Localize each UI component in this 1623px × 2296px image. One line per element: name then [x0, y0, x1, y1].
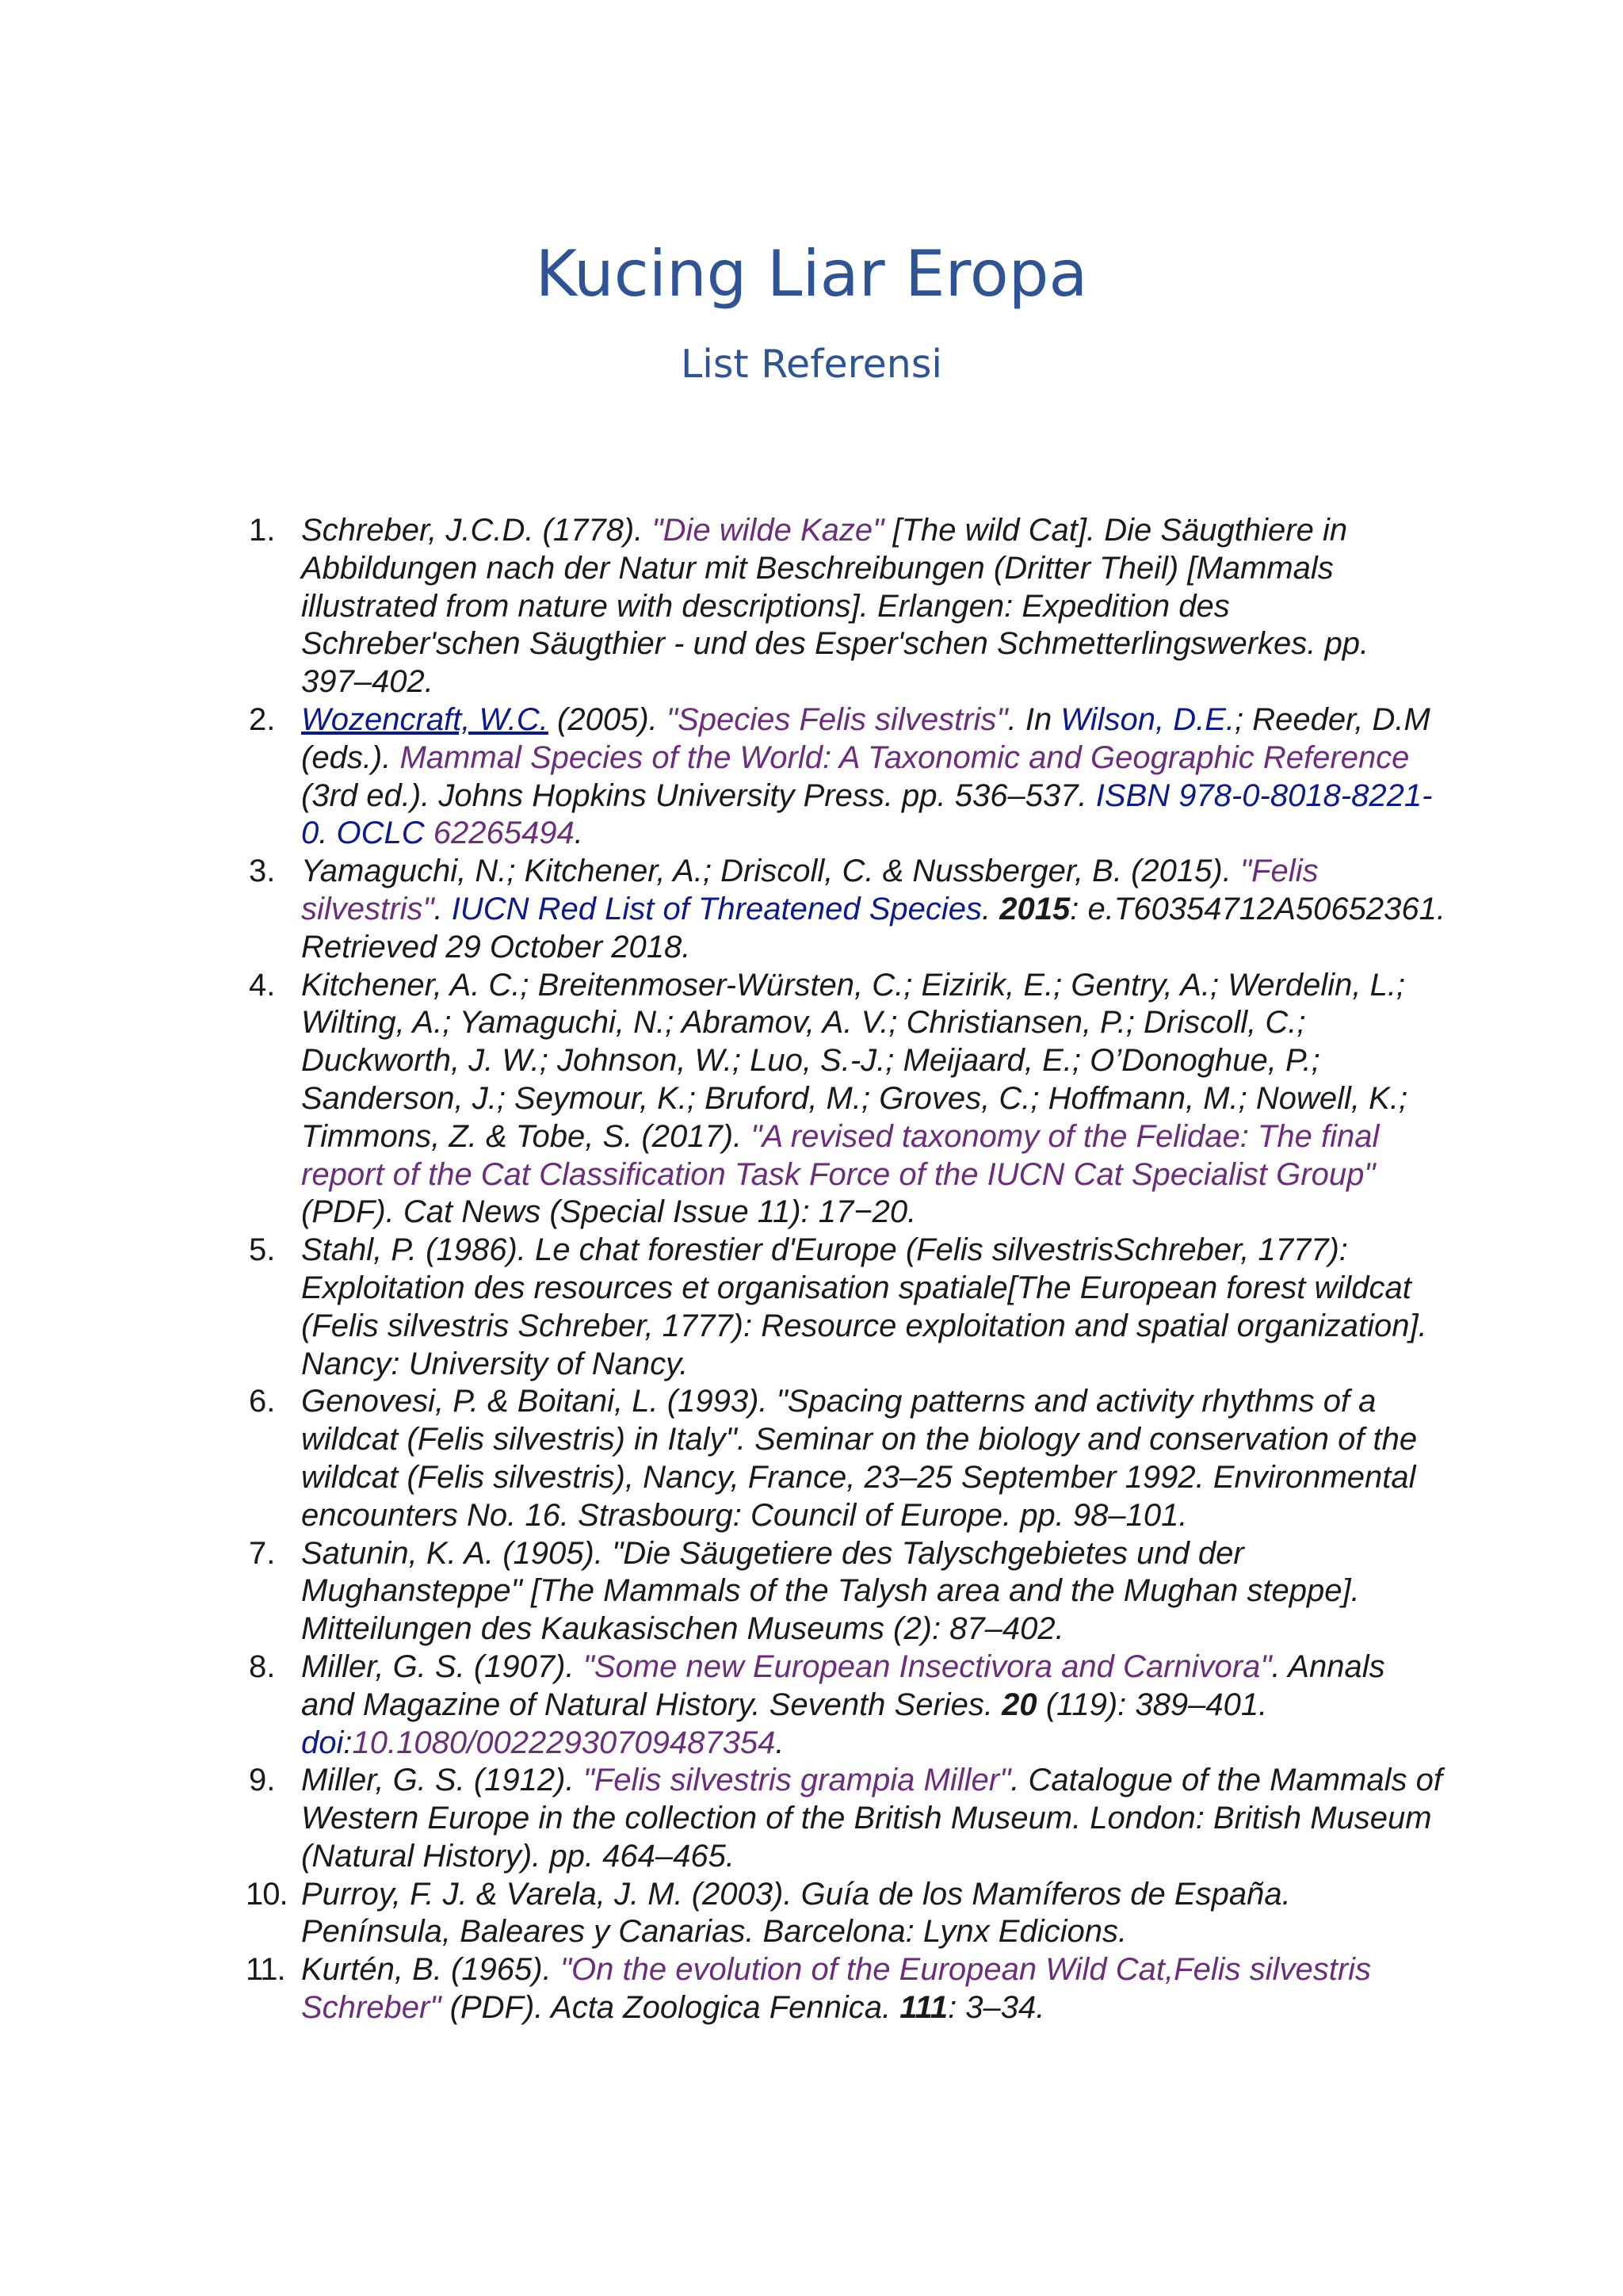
- reference-text: (119): 389–401.: [1037, 1687, 1268, 1722]
- reference-text: Yamaguchi, N.; Kitchener, A.; Driscoll, C. & Nussberger, B. (2015).: [301, 854, 1240, 889]
- reference-text: Miller, G. S. (1912).: [301, 1763, 583, 1798]
- reference-title-link[interactable]: "Die wilde Kaze": [651, 513, 884, 548]
- reference-text: Miller, G. S. (1907).: [301, 1648, 583, 1684]
- reference-text: :: [343, 1725, 353, 1760]
- reference-text: Genovesi, P. & Boitani, L. (1993). "Spacing patterns and activity rhythms of a wildcat (Felis silvestris) in Italy". Seminar on the biology and conservation of the wildcat (Felis silvestris), Nancy, France, 23–25 September 1992. Environmental encounters No. 16. Strasbourg: Council of Europe. pp. 98–101.: [301, 1384, 1418, 1533]
- reference-item-1: [249, 512, 1445, 701]
- reference-number: 3.: [249, 854, 276, 889]
- reference-text: (PDF). Cat News (Special Issue 11): 17−20.: [301, 1194, 917, 1230]
- reference-number: 6.: [249, 1384, 276, 1419]
- reference-title-link[interactable]: "Felis silvestris grampia Miller": [582, 1763, 1011, 1798]
- reference-text: . In: [1007, 701, 1061, 737]
- reference-number: 5.: [249, 1232, 276, 1268]
- volume-number: 20: [1002, 1687, 1037, 1722]
- reference-title-link[interactable]: "On the evolution of the European Wild Cat,Felis silvestris Schreber": [301, 1952, 1372, 2026]
- doi-link[interactable]: doi: [301, 1725, 344, 1760]
- reference-text: . Catalogue of the Mammals of Western Europe in the collection of the British Museum. London: British Museum (Natural History). pp. 464–465.: [301, 1763, 1442, 1874]
- reference-text: (3rd ed.). Johns Hopkins University Press. pp. 536–537.: [301, 777, 1096, 813]
- reference-item-3: [249, 853, 1445, 966]
- reference-text: Schreber, J.C.D. (1778).: [301, 513, 652, 548]
- volume-number: 111: [899, 1990, 949, 2026]
- reference-number: 11.: [246, 1952, 285, 1988]
- reference-text: [425, 816, 433, 850]
- editor-link[interactable]: Wilson, D.E.: [1060, 701, 1235, 737]
- reference-item-4: [249, 967, 1445, 1232]
- reference-text: Kitchener, A. C.; Breitenmoser-Würsten, C.; Eizirik, E.; Gentry, A.; Werdelin, L.; Wilting, A.; Yamaguchi, N.; Abramov, A. V.; Christiansen, P.; Driscoll, C.; Duckworth, J. W.; Johnson, W.; Luo, S.-J.; Meijaard, E.; O’Donoghue, P.; Sanderson, J.; Seymour, K.; Bruford, M.; Groves, C.; Hoffmann, M.; Nowell, K.; Timmons, Z. & Tobe, S. (2017).: [301, 967, 1408, 1154]
- reference-text: .: [433, 891, 452, 926]
- reference-text: : 3–34.: [948, 1990, 1045, 2026]
- reference-text: Purroy, F. J. & Varela, J. M. (2003). Guía de los Mamíferos de España. Península, Baleares y Canarias. Barcelona: Lynx Edicions.: [301, 1876, 1291, 1950]
- reference-number: 7.: [249, 1535, 276, 1571]
- oclc-link[interactable]: OCLC: [336, 816, 425, 851]
- reference-item-2: [249, 701, 1445, 853]
- reference-text: .: [775, 1725, 785, 1760]
- reference-text: .: [319, 816, 337, 851]
- reference-item-8: [249, 1648, 1445, 1762]
- doi-number-link[interactable]: 10.1080/00222930709487354: [352, 1725, 776, 1760]
- reference-text: .: [574, 816, 583, 851]
- reference-text: ; Reeder, D.M (eds.).: [301, 701, 1430, 775]
- reference-text: Satunin, K. A. (1905). "Die Säugetiere des Talyschgebietes und der Mughansteppe" [The Mammals of the Talysh area and the Mughan steppe]. Mitteilungen des Kaukasischen Museums (2): 87–402.: [301, 1535, 1360, 1647]
- iucn-link[interactable]: IUCN Red List of Threatened Species: [451, 891, 982, 926]
- reference-list: [246, 512, 1445, 2027]
- reference-number: 2.: [249, 701, 276, 737]
- page-subtitle: List Referensi: [680, 342, 943, 387]
- reference-number: 4.: [249, 967, 276, 1003]
- isbn-link[interactable]: ISBN 978-0-8018-8221-0: [301, 777, 1433, 851]
- reference-text: (2005).: [548, 701, 666, 737]
- reference-item-6: [249, 1383, 1445, 1534]
- reference-text: [The wild Cat]. Die Säugthiere in Abbildungen nach der Natur mit Beschreibungen (Dritter Theil) [Mammals illustrated from nature with descriptions]. Erlangen: Expedition des Schreber'schen Säugthier - und des Esper'schen Schmetterlingswerkes. pp. 397–402.: [301, 513, 1369, 700]
- reference-text: : e.T60354712A50652361. Retrieved 29 October 2018.: [301, 891, 1445, 965]
- reference-item-10: [246, 1876, 1445, 1952]
- reference-item-9: [249, 1762, 1445, 1875]
- page-title: Kucing Liar Eropa: [535, 237, 1088, 311]
- reference-number: 10.: [246, 1876, 288, 1912]
- author-link[interactable]: Wozencraft, W.C.: [301, 701, 548, 737]
- reference-text: (PDF). Acta Zoologica Fennica.: [441, 1990, 900, 2026]
- book-title-link[interactable]: Mammal Species of the World: A Taxonomic and Geographic Reference: [399, 739, 1410, 775]
- reference-number: 8.: [249, 1648, 276, 1684]
- reference-number: 9.: [249, 1763, 276, 1798]
- reference-title-link[interactable]: "Felis silvestris": [301, 854, 1319, 926]
- reference-item-7: [249, 1535, 1445, 1648]
- reference-number: 1.: [249, 513, 276, 548]
- reference-title-link[interactable]: "A revised taxonomy of the Felidae: The final report of the Cat Classification Task Force of the IUCN Cat Specialist Group": [301, 1118, 1380, 1192]
- reference-text: .: [982, 891, 1000, 926]
- reference-item-11: [246, 1951, 1445, 2027]
- reference-text: Kurtén, B. (1965).: [301, 1952, 560, 1988]
- volume-number: 2015: [999, 891, 1071, 926]
- reference-text: . Annals and Magazine of Natural History. Seventh Series.: [301, 1648, 1385, 1722]
- reference-title-link[interactable]: "Species Felis silvestris": [666, 701, 1008, 737]
- reference-item-5: [249, 1232, 1445, 1383]
- oclc-number-link[interactable]: 62265494: [433, 816, 575, 851]
- reference-text: Stahl, P. (1986). Le chat forestier d'Europe (Felis silvestrisSchreber, 1777): Exploitation des resources et organisation spatiale[The European forest wildcat (Felis silvestris Schreber, 1777): Resource exploitation and spatial organization]. Nancy: University of Nancy.: [301, 1232, 1427, 1381]
- reference-title-link[interactable]: "Some new European Insectivora and Carnivora": [582, 1648, 1272, 1684]
